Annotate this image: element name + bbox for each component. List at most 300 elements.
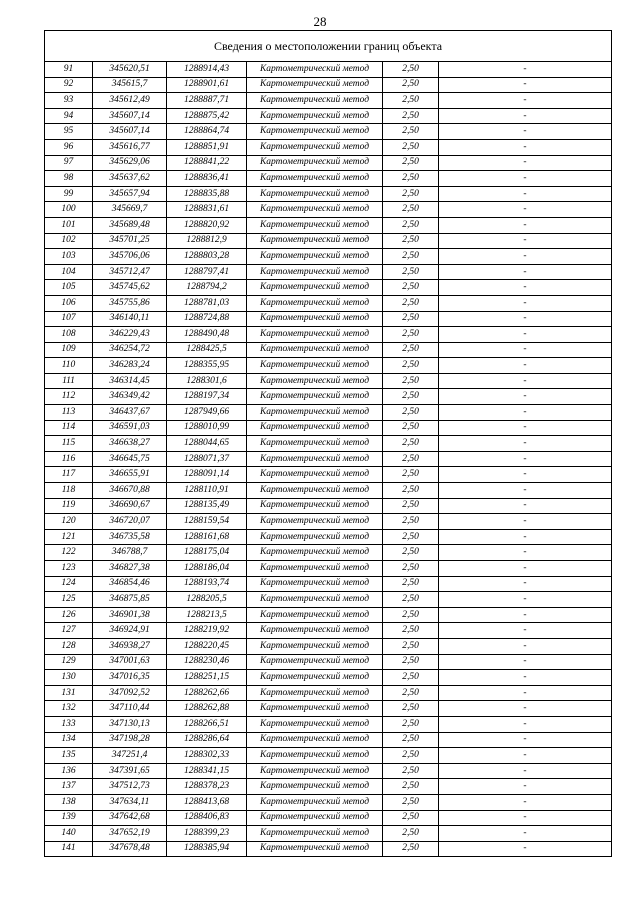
description-cell: -	[439, 841, 612, 857]
point-number-cell: 134	[45, 732, 93, 748]
description-cell: -	[439, 405, 612, 421]
point-number-cell: 93	[45, 93, 93, 109]
point-number-cell: 130	[45, 670, 93, 686]
table-row	[45, 77, 612, 93]
accuracy-cell: 2,50	[383, 841, 439, 857]
point-number-cell: 117	[45, 467, 93, 483]
x-coordinate-cell: 345612,49	[93, 93, 167, 109]
y-coordinate-cell: 1288161,68	[167, 529, 247, 545]
method-cell: Картометрический метод	[247, 779, 383, 795]
table-row	[45, 483, 612, 499]
accuracy-cell: 2,50	[383, 685, 439, 701]
table-row	[45, 155, 612, 171]
description-cell: -	[439, 62, 612, 78]
description-cell: -	[439, 623, 612, 639]
accuracy-cell: 2,50	[383, 592, 439, 608]
x-coordinate-cell: 345706,06	[93, 249, 167, 265]
y-coordinate-cell: 1288490,48	[167, 327, 247, 343]
description-cell: -	[439, 483, 612, 499]
y-coordinate-cell: 1288220,45	[167, 638, 247, 654]
table-row	[45, 108, 612, 124]
table-row	[45, 826, 612, 842]
table-row	[45, 794, 612, 810]
point-number-cell: 124	[45, 576, 93, 592]
point-number-cell: 103	[45, 249, 93, 265]
accuracy-cell: 2,50	[383, 155, 439, 171]
x-coordinate-cell: 346720,07	[93, 514, 167, 530]
accuracy-cell: 2,50	[383, 436, 439, 452]
description-cell: -	[439, 233, 612, 249]
method-cell: Картометрический метод	[247, 373, 383, 389]
table-row	[45, 529, 612, 545]
point-number-cell: 120	[45, 514, 93, 530]
y-coordinate-cell: 1288781,03	[167, 295, 247, 311]
boundary-table-wrapper	[44, 30, 611, 857]
accuracy-cell: 2,50	[383, 186, 439, 202]
method-cell: Картометрический метод	[247, 62, 383, 78]
method-cell: Картометрический метод	[247, 264, 383, 280]
accuracy-cell: 2,50	[383, 701, 439, 717]
table-row	[45, 716, 612, 732]
accuracy-cell: 2,50	[383, 794, 439, 810]
accuracy-cell: 2,50	[383, 280, 439, 296]
description-cell: -	[439, 826, 612, 842]
x-coordinate-cell: 346938,27	[93, 638, 167, 654]
method-cell: Картометрический метод	[247, 436, 383, 452]
table-row	[45, 779, 612, 795]
table-row	[45, 249, 612, 265]
point-number-cell: 109	[45, 342, 93, 358]
x-coordinate-cell: 346854,46	[93, 576, 167, 592]
method-cell: Картометрический метод	[247, 545, 383, 561]
y-coordinate-cell: 1288901,61	[167, 77, 247, 93]
method-cell: Картометрический метод	[247, 405, 383, 421]
method-cell: Картометрический метод	[247, 716, 383, 732]
accuracy-cell: 2,50	[383, 529, 439, 545]
y-coordinate-cell: 1288724,88	[167, 311, 247, 327]
point-number-cell: 110	[45, 358, 93, 374]
description-cell: -	[439, 295, 612, 311]
table-row	[45, 685, 612, 701]
method-cell: Картометрический метод	[247, 233, 383, 249]
x-coordinate-cell: 347642,68	[93, 810, 167, 826]
table-row	[45, 670, 612, 686]
description-cell: -	[439, 716, 612, 732]
y-coordinate-cell: 1288355,95	[167, 358, 247, 374]
accuracy-cell: 2,50	[383, 358, 439, 374]
table-row	[45, 763, 612, 779]
accuracy-cell: 2,50	[383, 311, 439, 327]
description-cell: -	[439, 139, 612, 155]
accuracy-cell: 2,50	[383, 171, 439, 187]
point-number-cell: 111	[45, 373, 93, 389]
x-coordinate-cell: 345637,62	[93, 171, 167, 187]
method-cell: Картометрический метод	[247, 311, 383, 327]
point-number-cell: 137	[45, 779, 93, 795]
point-number-cell: 91	[45, 62, 93, 78]
accuracy-cell: 2,50	[383, 826, 439, 842]
method-cell: Картометрический метод	[247, 841, 383, 857]
method-cell: Картометрический метод	[247, 654, 383, 670]
description-cell: -	[439, 358, 612, 374]
method-cell: Картометрический метод	[247, 77, 383, 93]
method-cell: Картометрический метод	[247, 826, 383, 842]
x-coordinate-cell: 345701,25	[93, 233, 167, 249]
x-coordinate-cell: 345657,94	[93, 186, 167, 202]
accuracy-cell: 2,50	[383, 654, 439, 670]
x-coordinate-cell: 346229,43	[93, 327, 167, 343]
table-row	[45, 607, 612, 623]
point-number-cell: 125	[45, 592, 93, 608]
accuracy-cell: 2,50	[383, 420, 439, 436]
point-number-cell: 101	[45, 217, 93, 233]
table-row	[45, 139, 612, 155]
y-coordinate-cell: 1288385,94	[167, 841, 247, 857]
x-coordinate-cell: 345616,77	[93, 139, 167, 155]
x-coordinate-cell: 347652,19	[93, 826, 167, 842]
table-title: Сведения о местоположении границ объекта	[45, 31, 612, 62]
accuracy-cell: 2,50	[383, 638, 439, 654]
table-row	[45, 748, 612, 764]
y-coordinate-cell: 1288044,65	[167, 436, 247, 452]
x-coordinate-cell: 345629,06	[93, 155, 167, 171]
accuracy-cell: 2,50	[383, 748, 439, 764]
x-coordinate-cell: 346283,24	[93, 358, 167, 374]
method-cell: Картометрический метод	[247, 732, 383, 748]
x-coordinate-cell: 347001,63	[93, 654, 167, 670]
method-cell: Картометрический метод	[247, 451, 383, 467]
x-coordinate-cell: 347391,65	[93, 763, 167, 779]
y-coordinate-cell: 1288010,99	[167, 420, 247, 436]
accuracy-cell: 2,50	[383, 389, 439, 405]
page-number: 28	[313, 14, 327, 29]
method-cell: Картометрический метод	[247, 576, 383, 592]
point-number-cell: 105	[45, 280, 93, 296]
description-cell: -	[439, 124, 612, 140]
y-coordinate-cell: 1288175,04	[167, 545, 247, 561]
x-coordinate-cell: 345689,48	[93, 217, 167, 233]
point-number-cell: 139	[45, 810, 93, 826]
description-cell: -	[439, 607, 612, 623]
y-coordinate-cell: 1288262,88	[167, 701, 247, 717]
x-coordinate-cell: 346875,85	[93, 592, 167, 608]
y-coordinate-cell: 1288875,42	[167, 108, 247, 124]
accuracy-cell: 2,50	[383, 545, 439, 561]
description-cell: -	[439, 467, 612, 483]
accuracy-cell: 2,50	[383, 576, 439, 592]
x-coordinate-cell: 347512,73	[93, 779, 167, 795]
description-cell: -	[439, 264, 612, 280]
description-cell: -	[439, 280, 612, 296]
point-number-cell: 121	[45, 529, 93, 545]
point-number-cell: 135	[45, 748, 93, 764]
y-coordinate-cell: 1288159,54	[167, 514, 247, 530]
y-coordinate-cell: 1288286,64	[167, 732, 247, 748]
x-coordinate-cell: 346827,38	[93, 561, 167, 577]
y-coordinate-cell: 1288399,23	[167, 826, 247, 842]
method-cell: Картометрический метод	[247, 701, 383, 717]
description-cell: -	[439, 202, 612, 218]
description-cell: -	[439, 670, 612, 686]
table-row	[45, 405, 612, 421]
y-coordinate-cell: 1288186,04	[167, 561, 247, 577]
method-cell: Картометрический метод	[247, 810, 383, 826]
accuracy-cell: 2,50	[383, 810, 439, 826]
y-coordinate-cell: 1288851,91	[167, 139, 247, 155]
accuracy-cell: 2,50	[383, 716, 439, 732]
method-cell: Картометрический метод	[247, 155, 383, 171]
y-coordinate-cell: 1288110,91	[167, 483, 247, 499]
y-coordinate-cell: 1288797,41	[167, 264, 247, 280]
accuracy-cell: 2,50	[383, 732, 439, 748]
description-cell: -	[439, 732, 612, 748]
x-coordinate-cell: 345607,14	[93, 124, 167, 140]
point-number-cell: 118	[45, 483, 93, 499]
table-row	[45, 732, 612, 748]
x-coordinate-cell: 345669,7	[93, 202, 167, 218]
x-coordinate-cell: 346901,38	[93, 607, 167, 623]
table-row	[45, 561, 612, 577]
table-row	[45, 217, 612, 233]
point-number-cell: 138	[45, 794, 93, 810]
point-number-cell: 102	[45, 233, 93, 249]
point-number-cell: 94	[45, 108, 93, 124]
table-row	[45, 467, 612, 483]
description-cell: -	[439, 93, 612, 109]
x-coordinate-cell: 346638,27	[93, 436, 167, 452]
accuracy-cell: 2,50	[383, 327, 439, 343]
y-coordinate-cell: 1288091,14	[167, 467, 247, 483]
accuracy-cell: 2,50	[383, 217, 439, 233]
description-cell: -	[439, 327, 612, 343]
method-cell: Картометрический метод	[247, 139, 383, 155]
description-cell: -	[439, 311, 612, 327]
description-cell: -	[439, 342, 612, 358]
x-coordinate-cell: 346645,75	[93, 451, 167, 467]
description-cell: -	[439, 561, 612, 577]
accuracy-cell: 2,50	[383, 202, 439, 218]
y-coordinate-cell: 1288803,28	[167, 249, 247, 265]
y-coordinate-cell: 1288341,15	[167, 763, 247, 779]
x-coordinate-cell: 347251,4	[93, 748, 167, 764]
x-coordinate-cell: 346788,7	[93, 545, 167, 561]
method-cell: Картометрический метод	[247, 607, 383, 623]
method-cell: Картометрический метод	[247, 592, 383, 608]
point-number-cell: 133	[45, 716, 93, 732]
description-cell: -	[439, 810, 612, 826]
method-cell: Картометрический метод	[247, 93, 383, 109]
table-row	[45, 342, 612, 358]
y-coordinate-cell: 1288820,92	[167, 217, 247, 233]
method-cell: Картометрический метод	[247, 389, 383, 405]
y-coordinate-cell: 1288205,5	[167, 592, 247, 608]
accuracy-cell: 2,50	[383, 670, 439, 686]
accuracy-cell: 2,50	[383, 467, 439, 483]
x-coordinate-cell: 346314,45	[93, 373, 167, 389]
x-coordinate-cell: 345620,51	[93, 62, 167, 78]
accuracy-cell: 2,50	[383, 108, 439, 124]
x-coordinate-cell: 346924,91	[93, 623, 167, 639]
point-number-cell: 95	[45, 124, 93, 140]
description-cell: -	[439, 373, 612, 389]
table-row	[45, 186, 612, 202]
x-coordinate-cell: 345607,14	[93, 108, 167, 124]
y-coordinate-cell: 1287949,66	[167, 405, 247, 421]
method-cell: Картометрический метод	[247, 295, 383, 311]
point-number-cell: 104	[45, 264, 93, 280]
y-coordinate-cell: 1288835,88	[167, 186, 247, 202]
description-cell: -	[439, 779, 612, 795]
table-row	[45, 623, 612, 639]
point-number-cell: 114	[45, 420, 93, 436]
table-row	[45, 701, 612, 717]
method-cell: Картометрический метод	[247, 420, 383, 436]
accuracy-cell: 2,50	[383, 451, 439, 467]
description-cell: -	[439, 108, 612, 124]
table-row	[45, 654, 612, 670]
accuracy-cell: 2,50	[383, 295, 439, 311]
description-cell: -	[439, 576, 612, 592]
x-coordinate-cell: 346437,67	[93, 405, 167, 421]
accuracy-cell: 2,50	[383, 607, 439, 623]
x-coordinate-cell: 346349,42	[93, 389, 167, 405]
method-cell: Картометрический метод	[247, 202, 383, 218]
point-number-cell: 123	[45, 561, 93, 577]
method-cell: Картометрический метод	[247, 794, 383, 810]
description-cell: -	[439, 389, 612, 405]
accuracy-cell: 2,50	[383, 249, 439, 265]
point-number-cell: 132	[45, 701, 93, 717]
description-cell: -	[439, 794, 612, 810]
method-cell: Картометрический метод	[247, 763, 383, 779]
method-cell: Картометрический метод	[247, 124, 383, 140]
method-cell: Картометрический метод	[247, 249, 383, 265]
x-coordinate-cell: 347092,52	[93, 685, 167, 701]
table-row	[45, 498, 612, 514]
table-body	[45, 62, 612, 857]
y-coordinate-cell: 1288071,37	[167, 451, 247, 467]
description-cell: -	[439, 451, 612, 467]
y-coordinate-cell: 1288230,46	[167, 654, 247, 670]
point-number-cell: 126	[45, 607, 93, 623]
x-coordinate-cell: 346254,72	[93, 342, 167, 358]
description-cell: -	[439, 420, 612, 436]
point-number-cell: 106	[45, 295, 93, 311]
method-cell: Картометрический метод	[247, 108, 383, 124]
x-coordinate-cell: 346735,58	[93, 529, 167, 545]
description-cell: -	[439, 545, 612, 561]
table-row	[45, 93, 612, 109]
method-cell: Картометрический метод	[247, 514, 383, 530]
x-coordinate-cell: 347110,44	[93, 701, 167, 717]
table-row	[45, 62, 612, 78]
y-coordinate-cell: 1288135,49	[167, 498, 247, 514]
accuracy-cell: 2,50	[383, 483, 439, 499]
table-row	[45, 373, 612, 389]
x-coordinate-cell: 347198,28	[93, 732, 167, 748]
y-coordinate-cell: 1288836,41	[167, 171, 247, 187]
x-coordinate-cell: 346591,03	[93, 420, 167, 436]
x-coordinate-cell: 346670,88	[93, 483, 167, 499]
point-number-cell: 131	[45, 685, 93, 701]
point-number-cell: 129	[45, 654, 93, 670]
accuracy-cell: 2,50	[383, 498, 439, 514]
y-coordinate-cell: 1288262,66	[167, 685, 247, 701]
y-coordinate-cell: 1288378,23	[167, 779, 247, 795]
method-cell: Картометрический метод	[247, 342, 383, 358]
accuracy-cell: 2,50	[383, 62, 439, 78]
table-row	[45, 420, 612, 436]
point-number-cell: 141	[45, 841, 93, 857]
x-coordinate-cell: 347016,35	[93, 670, 167, 686]
table-row	[45, 311, 612, 327]
x-coordinate-cell: 345712,47	[93, 264, 167, 280]
x-coordinate-cell: 347678,48	[93, 841, 167, 857]
table-title-row	[45, 31, 612, 62]
method-cell: Картометрический метод	[247, 670, 383, 686]
table-row	[45, 451, 612, 467]
method-cell: Картометрический метод	[247, 638, 383, 654]
description-cell: -	[439, 701, 612, 717]
description-cell: -	[439, 186, 612, 202]
y-coordinate-cell: 1288301,6	[167, 373, 247, 389]
table-row	[45, 638, 612, 654]
table-row	[45, 841, 612, 857]
point-number-cell: 119	[45, 498, 93, 514]
description-cell: -	[439, 763, 612, 779]
point-number-cell: 98	[45, 171, 93, 187]
point-number-cell: 128	[45, 638, 93, 654]
accuracy-cell: 2,50	[383, 763, 439, 779]
description-cell: -	[439, 171, 612, 187]
accuracy-cell: 2,50	[383, 139, 439, 155]
point-number-cell: 136	[45, 763, 93, 779]
y-coordinate-cell: 1288219,92	[167, 623, 247, 639]
description-cell: -	[439, 529, 612, 545]
boundary-coordinates-table	[44, 30, 612, 857]
description-cell: -	[439, 654, 612, 670]
y-coordinate-cell: 1288413,68	[167, 794, 247, 810]
point-number-cell: 115	[45, 436, 93, 452]
description-cell: -	[439, 155, 612, 171]
y-coordinate-cell: 1288425,5	[167, 342, 247, 358]
point-number-cell: 112	[45, 389, 93, 405]
y-coordinate-cell: 1288864,74	[167, 124, 247, 140]
description-cell: -	[439, 77, 612, 93]
method-cell: Картометрический метод	[247, 171, 383, 187]
method-cell: Картометрический метод	[247, 748, 383, 764]
description-cell: -	[439, 249, 612, 265]
x-coordinate-cell: 347634,11	[93, 794, 167, 810]
description-cell: -	[439, 638, 612, 654]
description-cell: -	[439, 514, 612, 530]
y-coordinate-cell: 1288266,51	[167, 716, 247, 732]
y-coordinate-cell: 1288831,61	[167, 202, 247, 218]
point-number-cell: 96	[45, 139, 93, 155]
method-cell: Картометрический метод	[247, 280, 383, 296]
accuracy-cell: 2,50	[383, 342, 439, 358]
method-cell: Картометрический метод	[247, 529, 383, 545]
accuracy-cell: 2,50	[383, 124, 439, 140]
table-row	[45, 545, 612, 561]
method-cell: Картометрический метод	[247, 483, 383, 499]
table-row	[45, 358, 612, 374]
point-number-cell: 100	[45, 202, 93, 218]
y-coordinate-cell: 1288213,5	[167, 607, 247, 623]
point-number-cell: 99	[45, 186, 93, 202]
accuracy-cell: 2,50	[383, 561, 439, 577]
accuracy-cell: 2,50	[383, 77, 439, 93]
